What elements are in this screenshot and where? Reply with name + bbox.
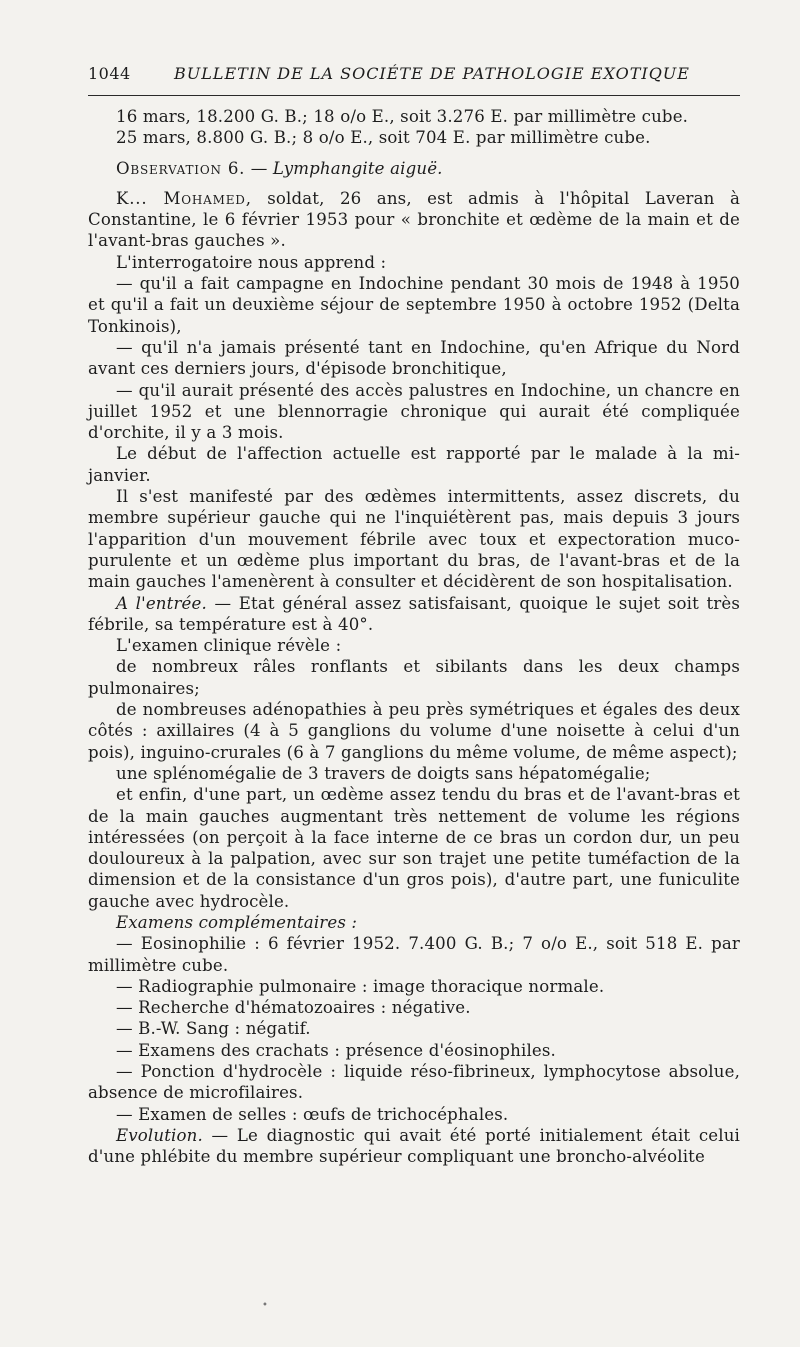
observation-title: Lymphangite aiguë.: [272, 158, 443, 178]
header-rule: [88, 95, 740, 96]
observation-dash: —: [245, 158, 273, 178]
section-heading: Examens complémentaires :: [116, 912, 358, 932]
article-body: [88, 106, 740, 1168]
paragraph: L'examen clinique révèle :: [116, 636, 342, 656]
running-title: BULLETIN DE LA SOCIÉTE DE PATHOLOGIE EXOTIQUE: [174, 64, 690, 83]
page-number: 1044: [88, 64, 131, 83]
paragraph: — B.-W. Sang : négatif.: [116, 1019, 311, 1039]
paragraph: — Examens des crachats : présence d'éosinophiles.: [116, 1040, 556, 1060]
paragraph: — qu'il n'a jamais présenté tant en Indochine, qu'en Afrique du Nord avant ces derniers jours, d'épisode bronchitique,: [88, 337, 740, 379]
observation-label: Observation 6.: [116, 158, 246, 178]
paragraph: — Ponction d'hydrocèle : liquide réso-fibrineux, lymphocytose absolue, absence de microfilaires.: [88, 1062, 740, 1103]
paragraph: 16 mars, 18.200 G. B.; 18 o/o E., soit 3.276 E. par millimètre cube.: [116, 107, 689, 126]
paragraph: L'interrogatoire nous apprend :: [116, 252, 387, 272]
paragraph: — Eosinophilie : 6 février 1952. 7.400 G. B.; 7 o/o E., soit 518 E. par millimètre cube.: [88, 934, 740, 975]
patient-name: K... Mohamed,: [116, 188, 252, 208]
paragraph: de nombreuses adénopathies à peu près symétriques et égales des deux côtés : axillaires (4 à 5 ganglions du volume d'une noisette à celui d'un pois), inguino-crurales (6 à 7 ganglions du même volume, de même aspect);: [88, 700, 740, 762]
paragraph: — Examen de selles : œufs de trichocéphales.: [116, 1104, 509, 1124]
paragraph-text: soldat, 26 ans, est admis à l'hôpital Laveran à Constantine, le 6 février 1953 pour « bronchite et œdème de la main et de l'avant-bras gauches ».: [88, 188, 740, 251]
observation-heading: [88, 158, 740, 179]
paragraph: — Recherche d'hématozoaires : négative.: [116, 998, 471, 1018]
paragraph: [88, 593, 740, 636]
paragraph-text: — Le diagnostic qui avait été porté initialement était celui d'une phlébite du membre supérieur compliquant une broncho-alvéolite: [88, 1125, 740, 1167]
paragraph: Il s'est manifesté par des œdèmes intermittents, assez discrets, du membre supérieur gauche qui ne l'inquiétèrent pas, mais depuis 3 jours l'apparition d'un mouvement fébrile avec toux et expectoration muco-purulente et un œdème plus important du bras, de l'avant-bras et de la main gauches l'amenèrent à consulter et décidèrent de son hospitalisation.: [88, 487, 740, 592]
section-label: Evolution.: [116, 1125, 203, 1145]
paragraph: Le début de l'affection actuelle est rapporté par le malade à la mi-janvier.: [88, 444, 740, 485]
paragraph-text: — Etat général assez satisfaisant, quoique le sujet soit très fébrile, sa température est à 40°.: [88, 593, 740, 634]
paragraph: 25 mars, 8.800 G. B.; 8 o/o E., soit 704 E. par millimètre cube.: [116, 128, 651, 148]
paragraph: — Radiographie pulmonaire : image thoracique normale.: [116, 976, 605, 996]
running-header: [88, 60, 740, 90]
paragraph: — qu'il aurait présenté des accès palustres en Indochine, un chancre en juillet 1952 et une blennorragie chronique qui aurait été compliquée d'orchite, il y a 3 mois.: [88, 380, 740, 443]
paragraph: — qu'il a fait campagne en Indochine pendant 30 mois de 1948 à 1950 et qu'il a fait un deuxième séjour de septembre 1950 à octobre 1952 (Delta Tonkinois),: [88, 274, 740, 336]
paragraph: [88, 188, 740, 252]
section-label: A l'entrée.: [116, 593, 207, 613]
paragraph: de nombreux râles ronflants et sibilants dans les deux champs pulmonaires;: [88, 657, 740, 698]
paragraph: [88, 1125, 740, 1168]
paragraph: une splénomégalie de 3 travers de doigts sans hépatomégalie;: [116, 763, 651, 783]
paragraph: et enfin, d'une part, un œdème assez tendu du bras et de l'avant-bras et de la main gauches augmentant très nettement de volume les régions intéressées (on perçoit à la face interne de ce bras un cordon dur, un peu douloureux à la palpation, avec sur son trajet une petite tuméfaction de la dimension et de la consistance d'un gros pois), d'autre part, une funiculite gauche avec hydrocèle.: [88, 785, 740, 911]
print-speck: •: [262, 1300, 268, 1311]
